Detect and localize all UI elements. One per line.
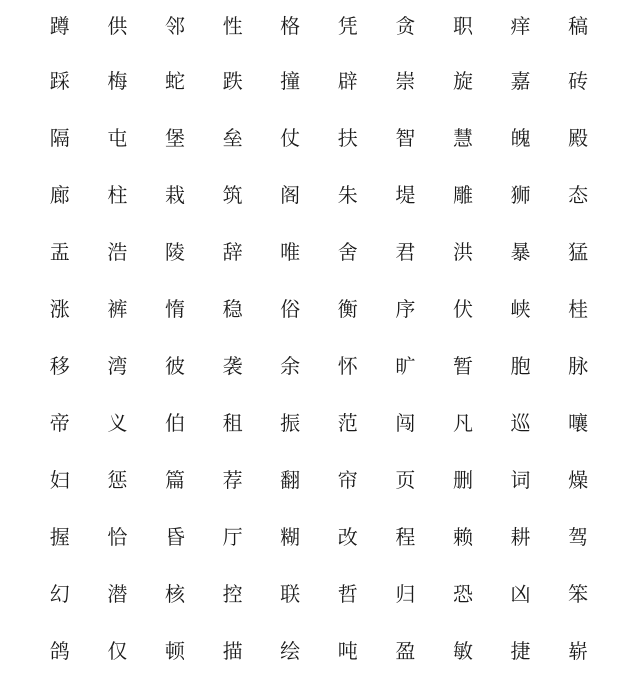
character-cell: 闯 [395, 410, 416, 435]
character-cell: 浩 [107, 239, 128, 264]
character-grid [31, 0, 611, 679]
character-cell: 帘 [337, 467, 358, 492]
character-cell: 供 [107, 14, 128, 38]
character-cell: 妇 [49, 467, 70, 492]
character-cell: 柱 [107, 182, 128, 207]
character-cell: 帝 [49, 410, 70, 435]
character-cell: 态 [568, 182, 589, 207]
character-cell: 格 [280, 14, 301, 38]
character-cell: 辟 [337, 68, 358, 93]
character-cell: 崇 [395, 68, 416, 93]
character-cell: 核 [164, 581, 185, 606]
character-cell: 辞 [222, 239, 243, 264]
character-row [31, 0, 611, 52]
character-cell: 词 [510, 467, 531, 492]
character-cell: 控 [222, 581, 243, 606]
character-cell: 旋 [452, 68, 473, 93]
character-cell: 慧 [452, 125, 473, 150]
character-cell: 暂 [452, 353, 473, 378]
character-row [31, 508, 611, 565]
character-row [31, 394, 611, 451]
character-row [31, 52, 611, 109]
character-row [31, 451, 611, 508]
character-cell: 联 [280, 581, 301, 606]
character-cell: 邻 [164, 14, 185, 38]
character-cell: 昏 [164, 524, 185, 549]
character-cell: 暴 [510, 239, 531, 264]
character-cell: 嚷 [568, 410, 589, 435]
character-cell: 荐 [222, 467, 243, 492]
character-cell: 伏 [452, 296, 473, 321]
character-cell: 盂 [49, 239, 70, 264]
character-cell: 仗 [280, 125, 301, 150]
character-cell: 篇 [164, 467, 185, 492]
character-cell: 唯 [280, 239, 301, 264]
character-cell: 狮 [510, 182, 531, 207]
character-cell: 租 [222, 410, 243, 435]
character-cell: 振 [280, 410, 301, 435]
character-cell: 凶 [510, 581, 531, 606]
character-cell: 稿 [568, 14, 589, 38]
character-cell: 恰 [107, 524, 128, 549]
character-cell: 撞 [280, 68, 301, 93]
character-cell: 厅 [222, 524, 243, 549]
character-cell: 衡 [337, 296, 358, 321]
character-cell: 稳 [222, 296, 243, 321]
character-cell: 垒 [222, 125, 243, 150]
character-cell: 砖 [568, 68, 589, 93]
character-cell: 嘉 [510, 68, 531, 93]
character-cell: 旷 [395, 353, 416, 378]
character-cell: 鸽 [49, 638, 70, 663]
character-cell: 崭 [568, 638, 589, 663]
character-row [31, 109, 611, 166]
character-cell: 殿 [568, 125, 589, 150]
character-cell: 惰 [164, 296, 185, 321]
character-cell: 哲 [337, 581, 358, 606]
character-cell: 袭 [222, 353, 243, 378]
character-row [31, 223, 611, 280]
character-cell: 性 [222, 14, 243, 38]
character-cell: 范 [337, 410, 358, 435]
character-cell: 魄 [510, 125, 531, 150]
character-row [31, 280, 611, 337]
character-cell: 湾 [107, 353, 128, 378]
character-cell: 翻 [280, 467, 301, 492]
character-cell: 涨 [49, 296, 70, 321]
character-cell: 雕 [452, 182, 473, 207]
character-cell: 敏 [452, 638, 473, 663]
character-cell: 蹲 [49, 14, 70, 38]
character-cell: 贪 [395, 14, 416, 38]
character-cell: 蛇 [164, 68, 185, 93]
character-cell: 筑 [222, 182, 243, 207]
character-cell: 恐 [452, 581, 473, 606]
character-cell: 凡 [452, 410, 473, 435]
character-cell: 猛 [568, 239, 589, 264]
character-cell: 桂 [568, 296, 589, 321]
character-cell: 栽 [164, 182, 185, 207]
character-cell: 伯 [164, 410, 185, 435]
character-cell: 俗 [280, 296, 301, 321]
character-cell: 怀 [337, 353, 358, 378]
character-cell: 裤 [107, 296, 128, 321]
character-cell: 隔 [49, 125, 70, 150]
character-cell: 捷 [510, 638, 531, 663]
character-cell: 廊 [49, 182, 70, 207]
character-cell: 屯 [107, 125, 128, 150]
character-cell: 归 [395, 581, 416, 606]
character-cell: 盈 [395, 638, 416, 663]
character-cell: 扶 [337, 125, 358, 150]
character-cell: 燥 [568, 467, 589, 492]
character-cell: 顿 [164, 638, 185, 663]
character-cell: 峡 [510, 296, 531, 321]
character-cell: 仅 [107, 638, 128, 663]
character-row [31, 622, 611, 679]
character-cell: 绘 [280, 638, 301, 663]
character-cell: 彼 [164, 353, 185, 378]
character-cell: 吨 [337, 638, 358, 663]
character-cell: 移 [49, 353, 70, 378]
character-cell: 梅 [107, 68, 128, 93]
character-cell: 洪 [452, 239, 473, 264]
character-cell: 凭 [337, 14, 358, 38]
character-cell: 朱 [337, 182, 358, 207]
character-cell: 程 [395, 524, 416, 549]
character-cell: 胞 [510, 353, 531, 378]
character-cell: 笨 [568, 581, 589, 606]
character-cell: 阁 [280, 182, 301, 207]
character-cell: 描 [222, 638, 243, 663]
character-cell: 惩 [107, 467, 128, 492]
character-row [31, 337, 611, 394]
character-cell: 赖 [452, 524, 473, 549]
character-cell: 改 [337, 524, 358, 549]
character-cell: 跌 [222, 68, 243, 93]
character-row [31, 166, 611, 223]
character-cell: 驾 [568, 524, 589, 549]
character-cell: 堡 [164, 125, 185, 150]
character-cell: 页 [395, 467, 416, 492]
character-cell: 幻 [49, 581, 70, 606]
character-cell: 握 [49, 524, 70, 549]
character-cell: 职 [452, 14, 473, 38]
character-cell: 痒 [510, 14, 531, 38]
character-cell: 舍 [337, 239, 358, 264]
character-cell: 序 [395, 296, 416, 321]
character-cell: 潜 [107, 581, 128, 606]
character-cell: 耕 [510, 524, 531, 549]
character-cell: 踩 [49, 68, 70, 93]
character-cell: 义 [107, 410, 128, 435]
character-cell: 巡 [510, 410, 531, 435]
character-cell: 糊 [280, 524, 301, 549]
character-row [31, 565, 611, 622]
character-cell: 脉 [568, 353, 589, 378]
character-cell: 删 [452, 467, 473, 492]
character-cell: 陵 [164, 239, 185, 264]
character-cell: 智 [395, 125, 416, 150]
character-cell: 堤 [395, 182, 416, 207]
character-cell: 余 [280, 353, 301, 378]
character-cell: 君 [395, 239, 416, 264]
